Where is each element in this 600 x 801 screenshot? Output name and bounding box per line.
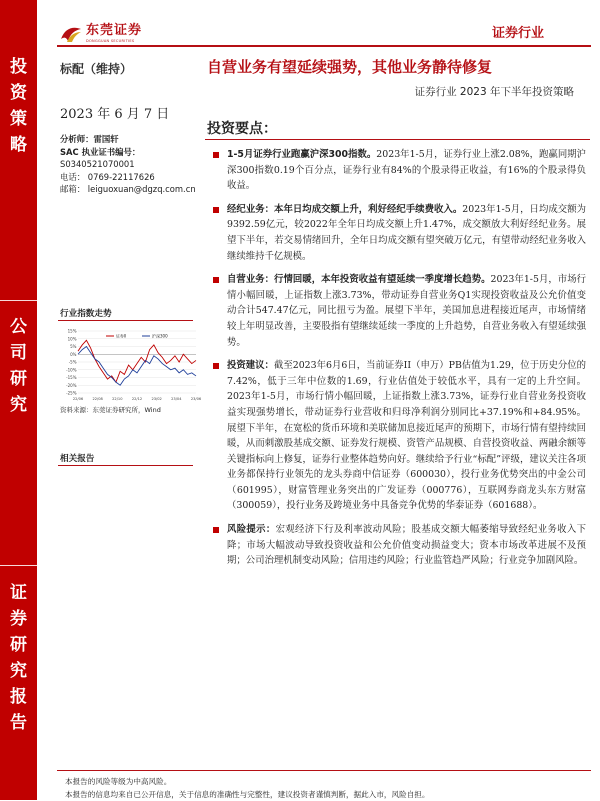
report-date: 2023 年 6 月 7 日 xyxy=(60,103,169,122)
chart-y-tick-label: -25% xyxy=(66,391,77,396)
report-subtitle: 证券行业 2023 年下半年投资策略 xyxy=(415,84,574,99)
chart-legend-label: 证券II xyxy=(116,333,126,339)
key-point-heading: 自营业务：行情回暖，本年投资收益有望延续一季度增长趋势。 xyxy=(227,274,491,285)
header-divider xyxy=(57,45,591,47)
analyst-email[interactable]: 邮箱： leiguoxuan@dgzq.com.cn xyxy=(60,183,196,196)
footer-risk-level: 本报告的风险等级为中高风险。 xyxy=(65,776,430,789)
chart-x-tick-label: 23/06 xyxy=(191,397,202,401)
report-title: 自营业务有望延续强势，其他业务静待修复 xyxy=(207,56,492,77)
company-logo xyxy=(60,24,142,43)
sidebar-divider xyxy=(0,300,37,301)
key-point-investment-advice xyxy=(210,358,586,514)
key-points-heading: 投资要点： xyxy=(207,118,277,138)
analyst-name: 分析师：雷国轩 xyxy=(60,133,196,146)
key-point-text: 截至2023年6月6日，当前证券II（申万）PB估值为1.29，位于历史分位的7.42%，低于三年中位数的1.69，行业估值处于较低水平，具有一定的上升空间。2023年1-5月，市场行情小幅回暖，上证指数上涨3.73%，证券行业自营业务投资收益实现强势增长，带动证券行业营收和归母净利润分别同比+37.19%和+84.95%。展望下半年，在宽松的货币环境和美联储加息接近尾声的预期下，市场行情有望持续回暖，从而刺激股基成交额、证券发行规模、资管产品规模、自营投资收益、两融余额等关键指标向上修复，证券行业整体趋势向好。继续给予行业“标配”评级，建议关注各项业务都保持行业领先的龙头券商中信证券（600030），投行业务优势突出的中金公司（601995），财富管理业务突出的广发证券（000776），互联网券商龙头东方财富（300059），投行业务及跨境业务中具备竞争优势的华泰证券（601688）。 xyxy=(227,360,586,511)
chart-y-tick-label: -10% xyxy=(66,367,77,372)
sidebar-divider xyxy=(0,565,37,566)
sidebar-label-securities-research-report: 证 券 研 究 报 告 xyxy=(0,580,37,736)
chart-y-tick-label: 15% xyxy=(68,329,77,334)
analyst-info xyxy=(60,133,196,196)
chart-section-title: 行业指数走势 xyxy=(60,307,112,319)
footer-disclaimer xyxy=(65,776,430,801)
chart-y-tick-label: 10% xyxy=(68,336,77,341)
chart-y-tick-label: -20% xyxy=(66,383,77,388)
sidebar-label-investment-strategy: 投 资 策 略 xyxy=(0,54,37,158)
key-points-divider xyxy=(205,139,590,140)
chart-series-line-hs300 xyxy=(78,347,196,386)
key-point-performance xyxy=(210,147,586,194)
logo-english-name: DONGGUAN SECURITIES xyxy=(86,39,142,43)
key-point-risk-warning xyxy=(210,522,586,569)
chart-legend-label: 沪深300 xyxy=(152,333,168,339)
key-point-text: 宏观经济下行及利率波动风险；股基成交额大幅萎缩导致经纪业务收入下降；市场大幅波动导致投资收益和公允价值变动损益变大；资本市场改革进展不及预期；公司治理机制变动风险；信用违约风险；行业监管趋严风险；行业竞争加剧风险。 xyxy=(227,524,586,566)
chart-y-tick-label: -5% xyxy=(69,360,77,365)
key-point-text: 2023年1-5月，市场行情小幅回暖，上证指数上涨3.73%，带动证券自营业务Q1实现投资收益及公允价值变动合计547.47亿元，同比扭亏为盈。展望下半年，美国加息进程接近尾声，市场情绪较上年明显改善，主要股指有望继续延续一季度的上升趋势，自营业务收入有望延续强势。 xyxy=(227,274,586,347)
chart-x-tick-label: 22/06 xyxy=(73,397,84,401)
chart-x-tick-label: 23/02 xyxy=(151,397,161,401)
related-reports-title: 相关报告 xyxy=(60,452,94,464)
chart-x-tick-label: 23/04 xyxy=(171,397,182,401)
analyst-cert-label: SAC 执业证书编号： xyxy=(60,146,196,159)
key-point-heading: 1-5月证券行业跑赢沪深300指数。 xyxy=(227,149,376,160)
key-point-text: 2023年1-5月，证券行业上涨2.08%，跑赢同期沪深300指数0.19个百分点，证券行业有84%的个股录得正收益，有16%的个股录得负收益。 xyxy=(227,149,586,191)
chart-source: 资料来源：东莞证券研究所，Wind xyxy=(60,405,161,414)
logo-emblem-icon xyxy=(60,25,82,43)
logo-chinese-name: 东莞证券 xyxy=(86,24,142,38)
chart-y-tick-label: 0% xyxy=(70,352,77,357)
chart-x-tick-label: 22/12 xyxy=(132,397,142,401)
chart-y-tick-label: -15% xyxy=(66,375,77,380)
key-point-heading: 风险提示： xyxy=(227,524,276,535)
rating-label: 标配（维持） xyxy=(60,60,132,77)
chart-y-tick-label: 5% xyxy=(70,344,77,349)
chart-x-tick-label: 22/10 xyxy=(112,397,123,401)
footer-divider xyxy=(57,770,591,771)
key-point-text: 2023年1-5月，日均成交额为9392.59亿元，较2022年全年日均成交额上升1.47%，成交额放大利好经纪业务。展望下半年，若交易情绪回升，全年日均成交额有望突破万亿元，有望带动经纪业务收入继续维持千亿规模。 xyxy=(227,204,586,262)
header-industry-label: 证券行业 xyxy=(492,22,544,41)
analyst-cert-number: S0340521070001 xyxy=(60,158,196,171)
key-point-heading: 投资建议： xyxy=(227,360,274,371)
key-point-heading: 经纪业务：本年日均成交额上升，利好经纪手续费收入。 xyxy=(227,204,462,215)
chart-section-divider xyxy=(58,320,193,321)
key-point-proprietary xyxy=(210,272,586,350)
industry-index-chart xyxy=(60,327,200,407)
key-point-brokerage xyxy=(210,202,586,264)
analyst-phone: 电话： 0769-22117626 xyxy=(60,171,196,184)
sidebar-label-company-research: 公 司 研 究 xyxy=(0,314,37,418)
key-points-list xyxy=(210,147,586,577)
related-reports-divider xyxy=(58,465,193,466)
footer-info-notice: 本报告的信息均来自已公开信息，关于信息的准确性与完整性，建议投资者谨慎判断，据此入市，风险自担。 xyxy=(65,789,430,801)
left-sidebar xyxy=(0,0,37,800)
chart-x-tick-label: 22/08 xyxy=(92,397,103,401)
